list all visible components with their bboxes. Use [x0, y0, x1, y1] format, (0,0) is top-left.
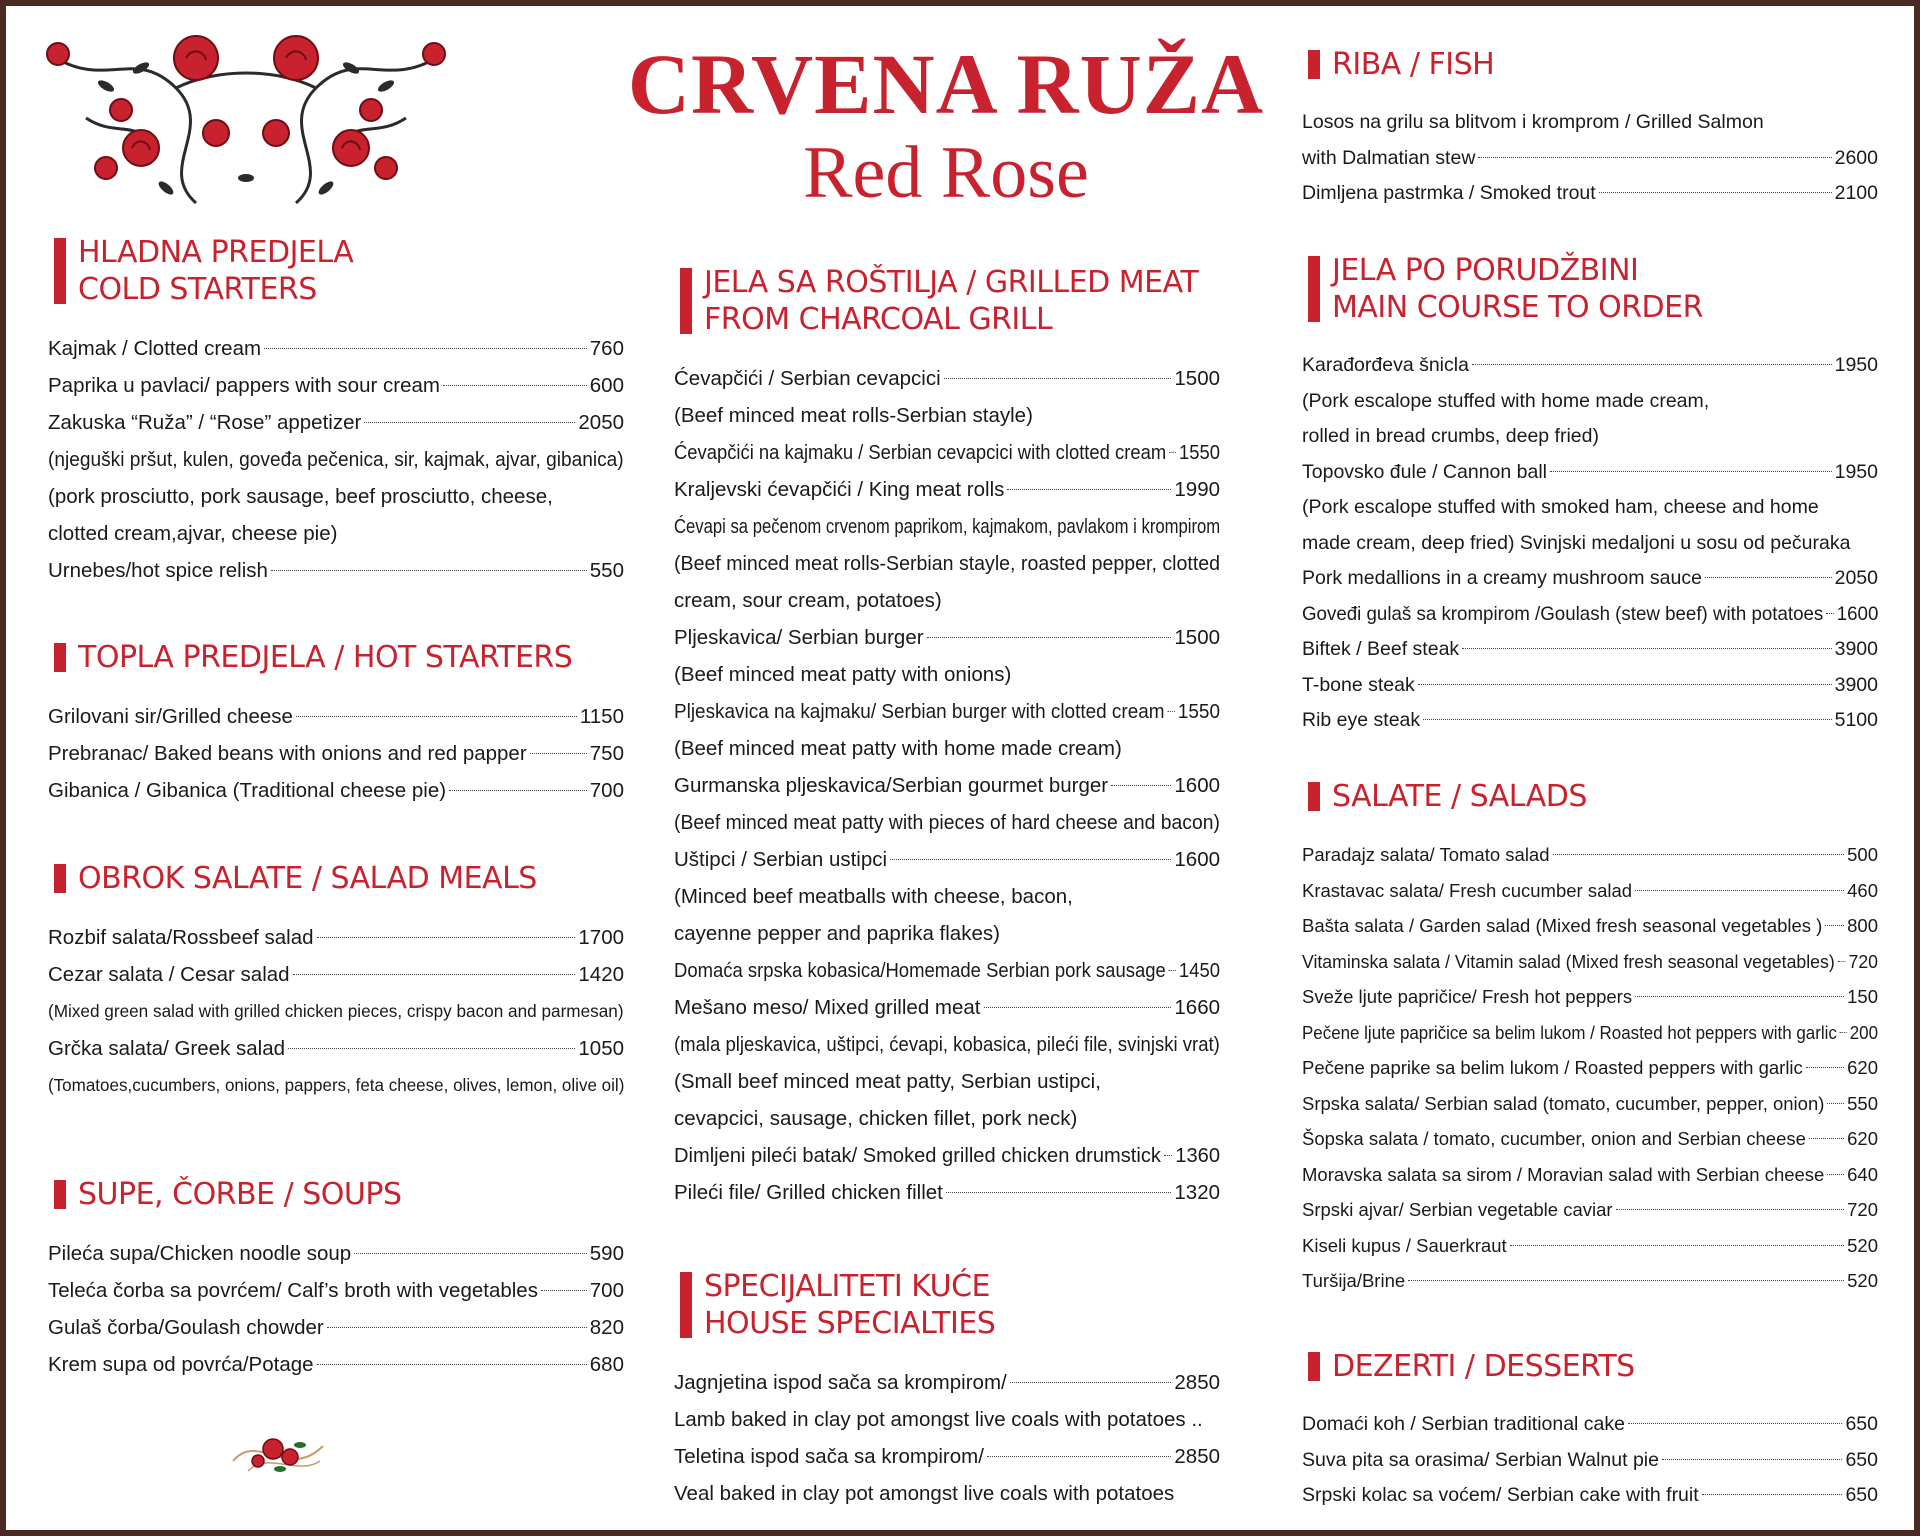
item-price: 1320 [1174, 1181, 1220, 1204]
item-price: 720 [1847, 1199, 1878, 1220]
item-name: Teletina ispod sača sa krompirom/ [674, 1445, 984, 1468]
menu-item [48, 772, 624, 809]
menu-item [1302, 1407, 1878, 1443]
section-header [48, 1176, 624, 1213]
menu-item [1302, 837, 1878, 873]
item-price: 550 [1847, 1092, 1878, 1114]
menu-item [48, 956, 624, 993]
item-description: (Beef minced meat patty with home made cream) [674, 737, 1122, 760]
section-header [1302, 778, 1878, 815]
section-title: HLADNA PREDJELA [78, 235, 354, 270]
section-title: JELA SA ROŠTILJA / GRILLED MEAT [704, 265, 1199, 300]
menu-item [1302, 944, 1878, 980]
section-title: SALATE / SALADS [1332, 779, 1587, 814]
section-cold-starters [48, 234, 624, 589]
menu-item [48, 367, 624, 404]
menu-item [674, 360, 1220, 397]
item-price: 700 [589, 1279, 624, 1302]
item-price: 1550 [1179, 441, 1220, 464]
item-description: (Tomatoes,cucumbers, onions, pappers, feta cheese, olives, lemon, olive oil) [48, 1075, 625, 1095]
item-price: 150 [1847, 986, 1878, 1007]
menu-item [1302, 348, 1878, 384]
menu-page [6, 6, 1914, 1530]
dot-leader [271, 570, 587, 571]
item-price: 650 [1845, 1448, 1878, 1471]
dot-leader [1827, 1174, 1844, 1175]
item-price: 680 [589, 1353, 624, 1376]
rose-sprig-icon [228, 1421, 328, 1481]
dot-leader [1169, 452, 1176, 453]
dot-leader [1628, 1423, 1842, 1424]
menu-item [674, 471, 1220, 508]
dot-leader [1825, 925, 1844, 926]
section-marker [680, 268, 692, 334]
menu-item [48, 404, 624, 441]
item-price: 590 [589, 1242, 624, 1265]
menu-item [1302, 1192, 1878, 1228]
menu-item [1302, 908, 1878, 944]
item-name: Šopska salata / tomato, cucumber, onion and Serbian cheese [1302, 1128, 1806, 1149]
item-price: 2050 [578, 411, 624, 434]
menu-item [1302, 455, 1878, 491]
item-price: 1600 [1174, 848, 1220, 871]
item-name: Rozbif salata/Rossbeef salad [48, 926, 314, 949]
dot-leader [364, 422, 575, 423]
dot-leader [1418, 684, 1832, 685]
item-price: 1990 [1174, 478, 1220, 501]
dot-leader [1702, 1494, 1843, 1495]
item-description: Losos na grilu sa blitvom i kromprom / Grilled Salmon [1302, 111, 1764, 133]
item-price: 460 [1847, 879, 1878, 901]
menu-items [1302, 1407, 1878, 1514]
dot-leader [1478, 157, 1831, 158]
section-title: RIBA / FISH [1332, 47, 1495, 82]
menu-item [48, 919, 624, 956]
item-name: Paradajz salata/ Tomato salad [1302, 844, 1550, 865]
menu-item [674, 1364, 1220, 1401]
dot-leader [354, 1253, 587, 1254]
dot-leader [1423, 719, 1831, 720]
section-main-course [1302, 252, 1878, 739]
item-price: 2600 [1834, 146, 1878, 169]
menu-item [1302, 1015, 1878, 1051]
section-marker [54, 864, 66, 893]
dot-leader [317, 1364, 587, 1365]
item-name: Zakuska “Ruža” / “Rose” appetizer [48, 411, 362, 434]
menu-item [1302, 1121, 1878, 1157]
item-description: cevapcici, sausage, chicken fillet, pork neck) [674, 1107, 1078, 1130]
dot-leader [946, 1192, 1172, 1193]
item-name: Grčka salata/ Greek salad [48, 1037, 285, 1060]
item-description: (mala pljeskavica, uštipci, ćevapi, kobasica, pileći file, svinjski vrat) [674, 1033, 1220, 1056]
item-name: Paprika u pavlaci/ pappers with sour cream [48, 374, 440, 397]
section-title: MAIN COURSE TO ORDER [1332, 290, 1703, 325]
menu-items [1302, 105, 1878, 212]
item-price: 1360 [1175, 1144, 1220, 1167]
dot-leader [1408, 1280, 1844, 1281]
section-title: FROM CHARCOAL GRILL [704, 302, 1053, 337]
item-name: Grilovani sir/Grilled cheese [48, 705, 293, 728]
section-title: HOUSE SPECIALTIES [704, 1306, 996, 1341]
restaurant-title [626, 36, 1266, 214]
item-description: (Beef minced meat rolls-Serbian stayle) [674, 404, 1033, 427]
dot-leader [890, 859, 1171, 860]
item-description: (njeguški pršut, kulen, goveđa pečenica, sir, kajmak, ajvar, gibanica) [48, 448, 624, 471]
menu-item [48, 1235, 624, 1272]
item-description: (Beef minced meat rolls-Serbian stayle, roasted pepper, clotted [674, 552, 1221, 575]
section-desserts [1302, 1348, 1878, 1514]
item-name: Goveđi gulaš sa krompirom /Goulash (stew beef) with potatoes [1302, 602, 1824, 625]
item-name: Karađorđeva šnicla [1302, 354, 1469, 376]
section-marker [1308, 1352, 1320, 1381]
menu-item [48, 1272, 624, 1309]
dot-leader [1806, 1067, 1844, 1068]
item-price: 1600 [1836, 602, 1879, 625]
item-price: 1950 [1834, 354, 1878, 376]
item-name: Pečene paprike sa belim lukom / Roasted peppers with garlic [1302, 1057, 1803, 1078]
item-name: Teleća čorba sa povrćem/ Calf’s broth with vegetables [48, 1279, 538, 1302]
section-header [48, 860, 624, 897]
menu-item [1302, 1157, 1878, 1193]
dot-leader [530, 753, 587, 754]
item-price: 1050 [578, 1037, 624, 1060]
dot-leader [1007, 489, 1171, 490]
menu-items [1302, 348, 1878, 739]
item-price: 650 [1845, 1413, 1878, 1435]
item-price: 1550 [1177, 700, 1220, 723]
section-marker [54, 238, 66, 304]
dot-leader [1599, 192, 1832, 193]
item-name: Pileći file/ Grilled chicken fillet [674, 1181, 943, 1204]
menu-item [674, 1438, 1220, 1475]
item-name: Dimljena pastrmka / Smoked trout [1302, 182, 1596, 204]
section-title: SUPE, ČORBE / SOUPS [78, 1177, 402, 1212]
menu-item [1302, 1086, 1878, 1122]
menu-item [674, 434, 1220, 471]
item-price: 1420 [578, 963, 624, 986]
item-price: 500 [1847, 844, 1878, 865]
menu-item [674, 693, 1220, 730]
item-description: (pork prosciutto, pork sausage, beef prosciutto, cheese, [48, 485, 553, 508]
item-name: Vitaminska salata / Vitamin salad (Mixed fresh seasonal vegetables) [1302, 950, 1835, 972]
dot-leader [1168, 970, 1176, 971]
item-price: 200 [1849, 1021, 1878, 1043]
item-name: Kajmak / Clotted cream [48, 337, 262, 360]
menu-item [674, 767, 1220, 804]
dot-leader [1510, 1245, 1844, 1246]
section-marker [54, 643, 66, 672]
section-header [1302, 1348, 1878, 1385]
item-name: Ćevapčići na kajmaku / Serbian cevapcici with clotted cream [674, 441, 1167, 464]
item-price: 800 [1847, 915, 1878, 936]
dot-leader [927, 637, 1172, 638]
menu-item [48, 1346, 624, 1383]
menu-items [48, 330, 624, 589]
item-name: Srpski ajvar/ Serbian vegetable caviar [1302, 1199, 1613, 1220]
title-sub: Red Rose [803, 132, 1089, 214]
menu-item [674, 1174, 1220, 1211]
item-name: Biftek / Beef steak [1302, 638, 1460, 660]
item-name: Kraljevski ćevapčići / King meat rolls [674, 478, 1005, 501]
dot-leader [1838, 961, 1846, 962]
section-house-specialties [674, 1268, 1220, 1512]
item-name: Pečene ljute papričice sa belim lukom / Roasted hot peppers with garlic [1302, 1021, 1837, 1043]
section-header [48, 639, 624, 676]
item-price: 720 [1848, 950, 1878, 972]
item-description: rolled in bread crumbs, deep fried) [1302, 425, 1599, 447]
menu-items [48, 698, 624, 809]
item-description: (Small beef minced meat patty, Serbian ustipci, [674, 1070, 1101, 1093]
dot-leader [1705, 577, 1832, 578]
dot-leader [1635, 890, 1844, 891]
item-name: Sveže ljute papričice/ Fresh hot peppers [1302, 986, 1633, 1007]
item-price: 600 [589, 374, 624, 397]
menu-items [674, 360, 1220, 1211]
item-name: Mešano meso/ Mixed grilled meat [674, 996, 981, 1019]
dot-leader [1827, 1103, 1844, 1104]
item-description: Veal baked in clay pot amongst live coals with potatoes [674, 1482, 1175, 1505]
item-price: 1450 [1178, 959, 1220, 982]
menu-item [674, 989, 1220, 1026]
item-price: 750 [589, 742, 624, 765]
section-salad-meals [48, 860, 624, 1104]
section-title: TOPLA PREDJELA / HOT STARTERS [78, 640, 573, 675]
dot-leader [1167, 711, 1175, 712]
dot-leader [1553, 854, 1845, 855]
item-price: 1150 [579, 705, 624, 728]
menu-item [48, 552, 624, 589]
menu-item [1302, 561, 1878, 597]
menu-item [1302, 979, 1878, 1015]
menu-item [674, 841, 1220, 878]
dot-leader [443, 385, 587, 386]
dot-leader [1616, 1209, 1845, 1210]
item-price: 3900 [1834, 673, 1878, 696]
menu-items [1302, 837, 1878, 1299]
item-description: (Minced beef meatballs with cheese, bacon, [674, 885, 1073, 908]
item-name: Uštipci / Serbian ustipci [674, 848, 888, 871]
item-description: (Pork escalope stuffed with smoked ham, cheese and home [1302, 496, 1819, 518]
menu-items [48, 919, 624, 1104]
section-title: OBROK SALATE / SALAD MEALS [78, 861, 537, 896]
item-name: Krastavac salata/ Fresh cucumber salad [1302, 879, 1633, 901]
menu-item [1302, 668, 1878, 704]
section-marker [1308, 256, 1320, 322]
item-price: 760 [589, 337, 624, 360]
item-name: Pljeskavica/ Serbian burger [674, 626, 924, 649]
item-name: Gulaš čorba/Goulash chowder [48, 1316, 324, 1339]
section-header [674, 264, 1220, 338]
section-title: DEZERTI / DESSERTS [1332, 1349, 1635, 1384]
item-price: 2850 [1174, 1445, 1220, 1468]
menu-item [1302, 176, 1878, 212]
section-marker [54, 1180, 66, 1209]
item-price: 520 [1847, 1270, 1878, 1291]
section-title: SPECIJALITETI KUĆE [704, 1269, 991, 1304]
dot-leader [1662, 1459, 1842, 1460]
item-price: 3900 [1834, 638, 1878, 660]
item-price: 620 [1847, 1057, 1878, 1078]
item-description: made cream, deep fried) Svinjski medaljoni u sosu od pečuraka [1302, 531, 1851, 554]
item-price: 1660 [1174, 996, 1220, 1019]
item-name: Domaća srpska kobasica/Homemade Serbian pork sausage [674, 959, 1166, 982]
item-price: 2100 [1834, 182, 1878, 204]
item-name: Dimljeni pileći batak/ Smoked grilled chicken drumstick [674, 1144, 1161, 1167]
item-description: cream, sour cream, potatoes) [674, 589, 942, 612]
item-name: Urnebes/hot spice relish [48, 559, 268, 582]
item-price: 650 [1845, 1484, 1878, 1506]
menu-item [1302, 1263, 1878, 1299]
section-marker [1308, 50, 1320, 79]
dot-leader [264, 348, 587, 349]
section-title: COLD STARTERS [78, 272, 317, 307]
section-grill [674, 264, 1220, 1211]
item-name: with Dalmatian stew [1302, 146, 1476, 169]
menu-item [48, 1030, 624, 1067]
item-price: 820 [589, 1316, 624, 1339]
item-description: cayenne pepper and paprika flakes) [674, 922, 1000, 945]
item-name: T-bone steak [1302, 673, 1415, 696]
item-name: Topovsko đule / Cannon ball [1302, 460, 1547, 483]
menu-item [674, 952, 1220, 989]
section-title: JELA PO PORUDŽBINI [1332, 253, 1639, 288]
item-description: (Beef minced meat patty with pieces of hard cheese and bacon) [674, 811, 1220, 834]
item-price: 700 [589, 779, 624, 802]
roses-ornament-icon [46, 28, 446, 218]
menu-item [48, 1309, 624, 1346]
item-price: 640 [1847, 1163, 1878, 1185]
menu-item [674, 619, 1220, 656]
item-price: 520 [1847, 1234, 1878, 1256]
item-description: (Beef minced meat patty with onions) [674, 663, 1012, 686]
item-name: Gibanica / Gibanica (Traditional cheese pie) [48, 779, 447, 802]
item-name: Kiseli kupus / Sauerkraut [1302, 1234, 1507, 1256]
dot-leader [1164, 1155, 1172, 1156]
dot-leader [984, 1007, 1172, 1008]
dot-leader [1111, 785, 1171, 786]
section-header [1302, 46, 1878, 83]
dot-leader [296, 716, 577, 717]
dot-leader [327, 1327, 587, 1328]
menu-item [48, 735, 624, 772]
dot-leader [987, 1456, 1171, 1457]
item-name: Moravska salata sa sirom / Moravian salad with Serbian cheese [1302, 1163, 1825, 1185]
item-price: 550 [589, 559, 624, 582]
section-marker [680, 1272, 692, 1338]
item-name: Krem supa od povrća/Potage [48, 1353, 314, 1376]
menu-item [1302, 632, 1878, 668]
section-hot-starters [48, 639, 624, 809]
section-header [674, 1268, 1220, 1342]
menu-item [674, 1137, 1220, 1174]
item-name: Bašta salata / Garden salad (Mixed fresh seasonal vegetables ) [1302, 915, 1823, 936]
dot-leader [541, 1290, 587, 1291]
dot-leader [944, 378, 1172, 379]
item-description: (Pork escalope stuffed with home made cream, [1302, 389, 1710, 412]
menu-item [1302, 703, 1878, 739]
dot-leader [1840, 1032, 1847, 1033]
item-description: Ćevapi sa pečenom crvenom paprikom, kajmakom, pavlakom i krompirom [674, 515, 1221, 538]
item-price: 1500 [1174, 626, 1220, 649]
dot-leader [1462, 648, 1831, 649]
item-price: 2050 [1834, 567, 1878, 589]
item-price: 1600 [1174, 774, 1220, 797]
menu-item [1302, 1443, 1878, 1479]
item-name: Suva pita sa orasima/ Serbian Walnut pie [1302, 1448, 1659, 1471]
item-description: (Mixed green salad with grilled chicken pieces, crispy bacon and parmesan) [48, 1001, 624, 1021]
section-salads [1302, 778, 1878, 1299]
item-name: Domaći koh / Serbian traditional cake [1302, 1413, 1625, 1435]
dot-leader [1550, 471, 1832, 472]
dot-leader [1635, 996, 1844, 997]
item-name: Cezar salata / Cesar salad [48, 963, 290, 986]
menu-item [48, 698, 624, 735]
item-name: Gurmanska pljeskavica/Serbian gourmet burger [674, 774, 1109, 797]
item-name: Jagnjetina ispod sača sa krompirom/ [674, 1371, 1007, 1394]
item-name: Ćevapčići / Serbian cevapcici [674, 367, 941, 390]
section-header [48, 234, 624, 308]
item-description: clotted cream,ajvar, cheese pie) [48, 522, 338, 545]
dot-leader [1010, 1382, 1172, 1383]
menu-items [674, 1364, 1220, 1512]
item-price: 5100 [1834, 709, 1878, 731]
item-name: Pljeskavica na kajmaku/ Serbian burger with clotted cream [674, 700, 1165, 723]
item-description: Lamb baked in clay pot amongst live coals with potatoes .. [674, 1408, 1203, 1431]
item-name: Rib eye steak [1302, 709, 1421, 731]
item-price: 2850 [1174, 1371, 1220, 1394]
menu-item [1302, 1228, 1878, 1264]
menu-item [1302, 1478, 1878, 1514]
menu-item [48, 330, 624, 367]
section-soups [48, 1176, 624, 1383]
menu-item [1302, 597, 1878, 633]
section-header [1302, 252, 1878, 326]
dot-leader [1809, 1138, 1844, 1139]
item-name: Turšija/Brine [1302, 1270, 1406, 1291]
title-main: CRVENA RUŽA [627, 36, 1265, 132]
item-name: Pileća supa/Chicken noodle soup [48, 1242, 352, 1265]
menu-item [1302, 873, 1878, 909]
item-name: Srpska salata/ Serbian salad (tomato, cucumber, pepper, onion) [1302, 1092, 1825, 1114]
menu-item [1302, 1050, 1878, 1086]
dot-leader [288, 1048, 575, 1049]
item-name: Pork medallions in a creamy mushroom sauce [1302, 567, 1702, 589]
item-price: 1950 [1834, 460, 1878, 483]
item-price: 1700 [578, 926, 624, 949]
dot-leader [449, 790, 587, 791]
dot-leader [1826, 613, 1834, 614]
menu-items [48, 1235, 624, 1383]
item-price: 620 [1847, 1128, 1878, 1149]
section-fish [1302, 46, 1878, 212]
item-price: 1500 [1174, 367, 1220, 390]
dot-leader [317, 937, 576, 938]
section-marker [1308, 782, 1320, 811]
dot-leader [293, 974, 576, 975]
menu-item [1302, 141, 1878, 177]
item-name: Prebranac/ Baked beans with onions and red papper [48, 742, 527, 765]
item-name: Srpski kolac sa voćem/ Serbian cake with fruit [1302, 1484, 1699, 1506]
dot-leader [1472, 364, 1832, 365]
